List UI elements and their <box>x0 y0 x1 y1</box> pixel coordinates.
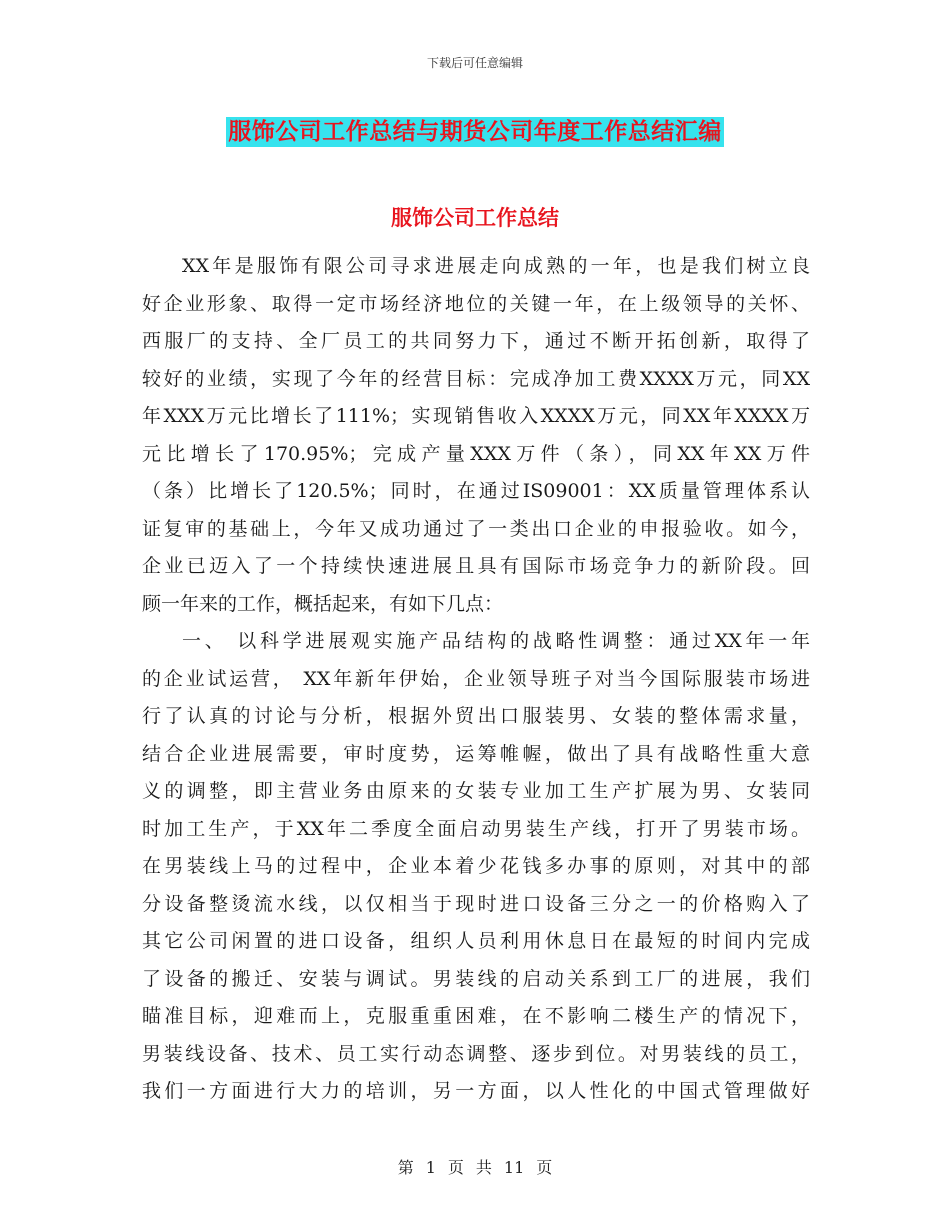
body-line: 的企业试运营， XX年新年伊始，企业领导班子对当今国际服装市场进 <box>142 667 810 690</box>
body-line: 西服厂的支持、全厂员工的共同努力下，通过不断开拓创新，取得了 <box>142 330 810 352</box>
body-line: 我们一方面进行大力的培训，另一方面，以人性化的中国式管理做好 <box>142 1080 810 1102</box>
body-line: XX年是服饰有限公司寻求进展走向成熟的一年，也是我们树立良 <box>182 255 810 277</box>
body-line: 顾一年来的工作，概括起来，有如下几点： <box>142 592 504 615</box>
body-line: 年XXX万元比增长了111%；实现销售收入XXXX万元，同XX年XXXX万 <box>142 405 810 427</box>
body-line: 义的调整，即主营业务由原来的女装专业加工生产扩展为男、女装同 <box>142 780 810 802</box>
body-line: 结合企业进展需要，审时度势，运筹帷幄，做出了具有战略性重大意 <box>142 742 810 765</box>
footer-total-prefix: 共 <box>475 1158 492 1177</box>
body-line: 元比增长了170.95%；完成产量XXX万件（条），同XX年XX万件 <box>142 442 810 465</box>
footer-page-unit: 页 <box>447 1158 464 1177</box>
body-line: 较好的业绩，实现了今年的经营目标：完成净加工费XXXX万元，同XX <box>142 367 810 390</box>
total-pages: 11 <box>503 1158 525 1177</box>
body-line: 一、 以科学进展观实施产品结构的战略性调整：通过XX年一年 <box>182 630 810 652</box>
body-line: 在男装线上马的过程中，企业本着少花钱多办事的原则，对其中的部 <box>142 855 810 877</box>
body-line: 分设备整烫流水线，以仅相当于现时进口设备三分之一的价格购入了 <box>142 892 810 915</box>
body-line: 企业已迈入了一个持续快速进展且具有国际市场竞争力的新阶段。回 <box>142 555 810 577</box>
page-number: 1 <box>425 1158 436 1177</box>
body-text <box>142 248 810 1111</box>
page-footer <box>0 1155 950 1178</box>
footer-total-unit: 页 <box>536 1158 553 1177</box>
body-line: 了设备的搬迁、安装与调试。男装线的启动关系到工厂的进展，我们 <box>142 967 810 990</box>
header-note: 下载后可任意编辑 <box>426 56 523 70</box>
body-line: （条）比增长了120.5%；同时，在通过IS09001：XX质量管理体系认 <box>142 480 810 502</box>
document-title-text: 服饰公司工作总结与期货公司年度工作总结汇编 <box>228 119 722 145</box>
body-line: 男装线设备、技术、员工实行动态调整、逐步到位。对男装线的员工， <box>142 1042 810 1065</box>
document-title <box>0 113 950 146</box>
body-line: 其它公司闲置的进口设备，组织人员利用休息日在最短的时间内完成 <box>142 930 810 952</box>
body-line: 证复审的基础上，今年又成功通过了一类出口企业的申报验收。如今， <box>142 517 810 540</box>
body-line: 行了认真的讨论与分析，根据外贸出口服装男、女装的整体需求量， <box>142 705 810 727</box>
footer-prefix: 第 <box>397 1158 414 1177</box>
body-line: 时加工生产，于XX年二季度全面启动男装生产线，打开了男装市场。 <box>142 817 810 840</box>
section-title: 服饰公司工作总结 <box>391 206 559 230</box>
body-line: 瞄准目标，迎难而上，克服重重困难，在不影响二楼生产的情况下， <box>142 1005 810 1027</box>
body-line: 好企业形象、取得一定市场经济地位的关键一年，在上级领导的关怀、 <box>142 292 810 315</box>
